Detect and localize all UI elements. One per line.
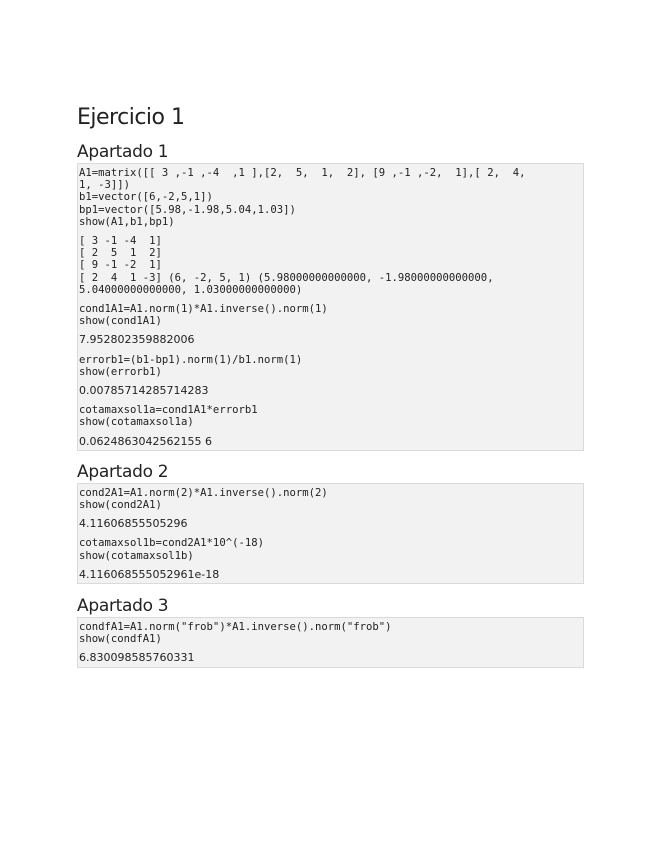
code-line: bp1=vector([5.98,-1.98,5.04,1.03]) <box>79 203 296 216</box>
code-line: cond1A1=A1.norm(1)*A1.inverse().norm(1) <box>79 303 328 316</box>
output-line: [ 9 -1 -2 1] <box>79 259 162 272</box>
code-line: 1, -3]]) <box>79 179 131 192</box>
code-input <box>79 537 582 561</box>
output-line: 0.0624863042562155 6 <box>79 434 212 448</box>
document-page <box>77 104 584 668</box>
code-line: cotamaxsol1b=cond2A1*10^(-18) <box>79 537 264 550</box>
code-line: show(condfA1) <box>79 633 162 646</box>
code-input <box>79 354 582 378</box>
output-line: 0.00785714285714283 <box>79 384 209 398</box>
code-output <box>79 235 582 296</box>
group-spacer <box>79 530 582 537</box>
output-line: 5.04000000000000, 1.03000000000000) <box>79 283 303 296</box>
output-line: [ 2 5 1 2] <box>79 247 162 260</box>
code-input <box>79 404 582 428</box>
code-line: show(cond2A1) <box>79 499 162 512</box>
section-heading: Apartado 2 <box>77 461 169 482</box>
output-line: 7.952802359882006 <box>79 333 195 347</box>
sections-container <box>77 141 584 668</box>
code-output <box>79 334 582 346</box>
page-title: Ejercicio 1 <box>77 105 185 130</box>
section-2 <box>77 461 584 584</box>
group-spacer <box>79 228 582 235</box>
output-line: [ 2 4 1 -3] (6, -2, 5, 1) (5.98000000000000, -1.98000000000000, <box>79 271 494 284</box>
group-spacer <box>79 296 582 303</box>
code-line: show(errorb1) <box>79 365 162 378</box>
code-output <box>79 569 582 581</box>
group-spacer <box>79 397 582 404</box>
code-line: A1=matrix([[ 3 ,-1 ,-4 ,1 ],[2, 5, 1, 2], [9 ,-1 ,-2, 1],[ 2, 4, <box>79 167 526 179</box>
section-1 <box>77 141 584 451</box>
output-line: [ 3 -1 -4 1] <box>79 235 162 248</box>
code-input <box>79 303 582 327</box>
code-line: show(cotamaxsol1b) <box>79 549 194 562</box>
section-heading: Apartado 1 <box>77 142 169 162</box>
code-input <box>79 167 582 228</box>
code-output <box>79 518 582 530</box>
code-cell <box>77 483 584 584</box>
code-output <box>79 385 582 397</box>
code-cell <box>77 163 584 451</box>
output-line: 4.116068555052961e-18 <box>79 567 220 581</box>
code-output <box>79 652 582 664</box>
section-heading: Apartado 3 <box>77 596 169 617</box>
code-output <box>79 436 582 448</box>
code-line: show(cond1A1) <box>79 315 162 328</box>
code-input <box>79 621 582 645</box>
code-line: errorb1=(b1-bp1).norm(1)/b1.norm(1) <box>79 353 303 366</box>
code-cell <box>77 617 584 668</box>
output-line: 4.11606855505296 <box>79 517 188 531</box>
code-line: show(A1,b1,bp1) <box>79 215 175 228</box>
code-line: condfA1=A1.norm("frob")*A1.inverse().norm("frob") <box>79 621 392 634</box>
section-3 <box>77 595 584 668</box>
code-line: b1=vector([6,-2,5,1]) <box>79 191 213 204</box>
code-input <box>79 487 582 511</box>
code-line: cotamaxsol1a=cond1A1*errorb1 <box>79 404 258 417</box>
code-line: cond2A1=A1.norm(2)*A1.inverse().norm(2) <box>79 486 328 499</box>
output-line: 6.830098585760331 <box>79 651 195 665</box>
group-spacer <box>79 347 582 354</box>
code-line: show(cotamaxsol1a) <box>79 416 194 429</box>
